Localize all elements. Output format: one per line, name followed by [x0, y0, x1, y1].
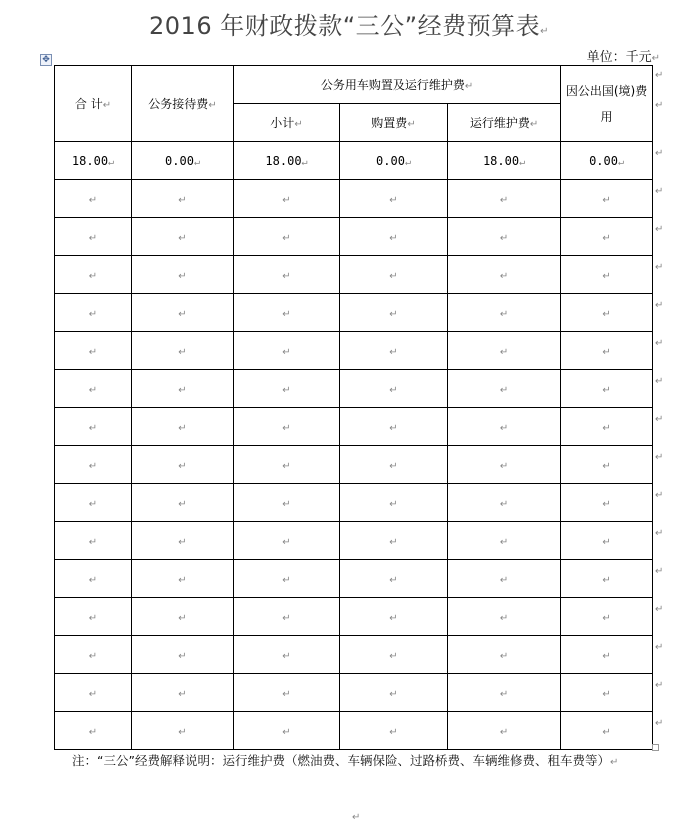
cell-total[interactable]: 18.00↵ [55, 142, 132, 180]
table-cell[interactable]: ↵ [132, 180, 234, 218]
table-cell[interactable]: ↵ [340, 674, 448, 712]
table-cell[interactable]: ↵ [234, 712, 340, 750]
table-cell[interactable]: ↵ [340, 332, 448, 370]
table-row [55, 142, 653, 180]
table-cell[interactable]: ↵ [55, 408, 132, 446]
table-cell[interactable]: ↵ [448, 294, 561, 332]
footnote: 注：“三公”经费解释说明：运行维护费（燃油费、车辆保险、过路桥费、车辆维修费、租车费等）↵ [72, 753, 619, 768]
table-cell[interactable]: ↵ [132, 408, 234, 446]
table-cell[interactable]: ↵ [340, 484, 448, 522]
table-cell[interactable]: ↵ [234, 560, 340, 598]
row-end-mark: ↵ [655, 300, 664, 311]
table-row [55, 484, 653, 522]
table-cell[interactable]: ↵ [448, 408, 561, 446]
table-cell[interactable]: ↵ [234, 332, 340, 370]
table-cell[interactable]: ↵ [55, 484, 132, 522]
table-cell[interactable]: ↵ [561, 408, 653, 446]
table-cell[interactable]: ↵ [561, 636, 653, 674]
budget-table [54, 65, 653, 750]
table-move-handle-icon[interactable]: ✥ [40, 54, 52, 66]
table-cell[interactable]: ↵ [55, 370, 132, 408]
table-cell[interactable]: ↵ [340, 598, 448, 636]
header-maintenance: 运行维护费↵ [448, 104, 561, 142]
table-cell[interactable]: ↵ [234, 180, 340, 218]
table-cell[interactable]: ↵ [234, 294, 340, 332]
table-cell[interactable]: ↵ [55, 598, 132, 636]
table-cell[interactable]: ↵ [234, 218, 340, 256]
header-subtotal: 小计↵ [234, 104, 340, 142]
table-cell[interactable]: ↵ [234, 484, 340, 522]
table-cell[interactable]: ↵ [561, 294, 653, 332]
table-cell[interactable]: ↵ [340, 446, 448, 484]
table-row [55, 408, 653, 446]
table-cell[interactable]: ↵ [234, 674, 340, 712]
table-cell[interactable]: ↵ [234, 370, 340, 408]
table-cell[interactable]: ↵ [132, 484, 234, 522]
table-row [55, 256, 653, 294]
table-cell[interactable]: ↵ [448, 446, 561, 484]
cell-subtotal[interactable]: 18.00↵ [234, 142, 340, 180]
row-end-mark: ↵ [655, 70, 664, 81]
table-cell[interactable]: ↵ [132, 218, 234, 256]
table-cell[interactable]: ↵ [448, 560, 561, 598]
unit-label: 单位：千元↵ [586, 50, 660, 65]
table-row [55, 674, 653, 712]
table-cell[interactable]: ↵ [340, 408, 448, 446]
header-vehicle-group: 公务用车购置及运行维护费↵ [234, 66, 561, 104]
row-end-mark: ↵ [655, 528, 664, 539]
header-abroad: 因公出国(境)费用 [561, 66, 653, 142]
table-cell[interactable]: ↵ [448, 218, 561, 256]
table-cell[interactable]: ↵ [55, 294, 132, 332]
cell-maintenance[interactable]: 18.00↵ [448, 142, 561, 180]
table-cell[interactable]: ↵ [132, 560, 234, 598]
table-cell[interactable]: ↵ [55, 712, 132, 750]
table-cell[interactable]: ↵ [448, 180, 561, 218]
table-cell[interactable]: ↵ [340, 294, 448, 332]
row-end-mark: ↵ [655, 100, 664, 111]
table-row [55, 560, 653, 598]
table-cell[interactable]: ↵ [340, 218, 448, 256]
row-end-mark: ↵ [655, 604, 664, 615]
row-end-mark: ↵ [655, 566, 664, 577]
table-cell[interactable]: ↵ [340, 370, 448, 408]
row-end-mark: ↵ [655, 414, 664, 425]
table-row [55, 370, 653, 408]
cell-purchase[interactable]: 0.00↵ [340, 142, 448, 180]
table-cell[interactable]: ↵ [448, 522, 561, 560]
table-row [55, 446, 653, 484]
table-cell[interactable]: ↵ [561, 332, 653, 370]
table-cell[interactable]: ↵ [55, 522, 132, 560]
row-end-mark: ↵ [655, 718, 664, 729]
table-row [55, 598, 653, 636]
table-cell[interactable]: ↵ [55, 674, 132, 712]
table-cell[interactable]: ↵ [561, 180, 653, 218]
table-cell[interactable]: ↵ [340, 712, 448, 750]
table-row [55, 522, 653, 560]
table-cell[interactable]: ↵ [561, 522, 653, 560]
table-row [55, 636, 653, 674]
row-end-mark: ↵ [655, 490, 664, 501]
table-cell[interactable]: ↵ [55, 332, 132, 370]
table-cell[interactable]: ↵ [561, 256, 653, 294]
row-end-mark: ↵ [655, 680, 664, 691]
row-end-mark: ↵ [655, 224, 664, 235]
table-cell[interactable]: ↵ [340, 522, 448, 560]
table-cell[interactable]: ↵ [561, 446, 653, 484]
row-end-mark: ↵ [655, 262, 664, 273]
table-cell[interactable]: ↵ [55, 636, 132, 674]
table-cell[interactable]: ↵ [55, 446, 132, 484]
table-row [55, 294, 653, 332]
table-cell[interactable]: ↵ [132, 712, 234, 750]
table-cell[interactable]: ↵ [448, 332, 561, 370]
table-row [55, 218, 653, 256]
cell-reception[interactable]: 0.00↵ [132, 142, 234, 180]
table-cell[interactable]: ↵ [448, 712, 561, 750]
table-cell[interactable]: ↵ [561, 560, 653, 598]
row-end-mark: ↵ [655, 376, 664, 387]
table-cell[interactable]: ↵ [132, 636, 234, 674]
table-cell[interactable]: ↵ [132, 598, 234, 636]
header-total: 合 计↵ [55, 66, 132, 142]
table-resize-handle[interactable] [652, 744, 659, 751]
page-title: 2016 年财政拨款“三公”经费预算表↵ [149, 12, 549, 40]
table-cell[interactable]: ↵ [340, 560, 448, 598]
table-cell[interactable]: ↵ [132, 256, 234, 294]
table-cell[interactable]: ↵ [132, 446, 234, 484]
table-row [55, 712, 653, 750]
table-cell[interactable]: ↵ [234, 598, 340, 636]
table-cell[interactable]: ↵ [234, 408, 340, 446]
table-cell[interactable]: ↵ [234, 522, 340, 560]
table-cell[interactable]: ↵ [55, 180, 132, 218]
table-cell[interactable]: ↵ [132, 332, 234, 370]
table-cell[interactable]: ↵ [132, 294, 234, 332]
header-purchase: 购置费↵ [340, 104, 448, 142]
row-end-mark: ↵ [655, 452, 664, 463]
table-cell[interactable]: ↵ [561, 712, 653, 750]
table-cell[interactable]: ↵ [340, 256, 448, 294]
table-cell[interactable]: ↵ [132, 522, 234, 560]
table-cell[interactable]: ↵ [448, 636, 561, 674]
table-cell[interactable]: ↵ [561, 218, 653, 256]
table-cell[interactable]: ↵ [55, 256, 132, 294]
row-end-mark: ↵ [655, 338, 664, 349]
table-cell[interactable]: ↵ [234, 446, 340, 484]
table-cell[interactable]: ↵ [55, 560, 132, 598]
table-cell[interactable]: ↵ [561, 484, 653, 522]
table-cell[interactable]: ↵ [448, 256, 561, 294]
table-cell[interactable]: ↵ [234, 256, 340, 294]
table-cell[interactable]: ↵ [340, 180, 448, 218]
table-cell[interactable]: ↵ [448, 598, 561, 636]
table-cell[interactable]: ↵ [448, 370, 561, 408]
table-row [55, 332, 653, 370]
paragraph-mark: ↵ [352, 812, 361, 823]
table-cell[interactable]: ↵ [340, 636, 448, 674]
table-cell[interactable]: ↵ [561, 370, 653, 408]
row-end-mark: ↵ [655, 148, 664, 159]
table-row [55, 180, 653, 218]
table-cell[interactable]: ↵ [448, 484, 561, 522]
header-reception: 公务接待费↵ [132, 66, 234, 142]
row-end-mark: ↵ [655, 186, 664, 197]
table-cell[interactable]: ↵ [448, 674, 561, 712]
table-cell[interactable]: ↵ [132, 370, 234, 408]
table-cell[interactable]: ↵ [234, 636, 340, 674]
table-cell[interactable]: ↵ [561, 598, 653, 636]
table-cell[interactable]: ↵ [55, 218, 132, 256]
row-end-mark: ↵ [655, 642, 664, 653]
table-cell[interactable]: ↵ [561, 674, 653, 712]
table-cell[interactable]: ↵ [132, 674, 234, 712]
cell-abroad[interactable]: 0.00↵ [561, 142, 653, 180]
